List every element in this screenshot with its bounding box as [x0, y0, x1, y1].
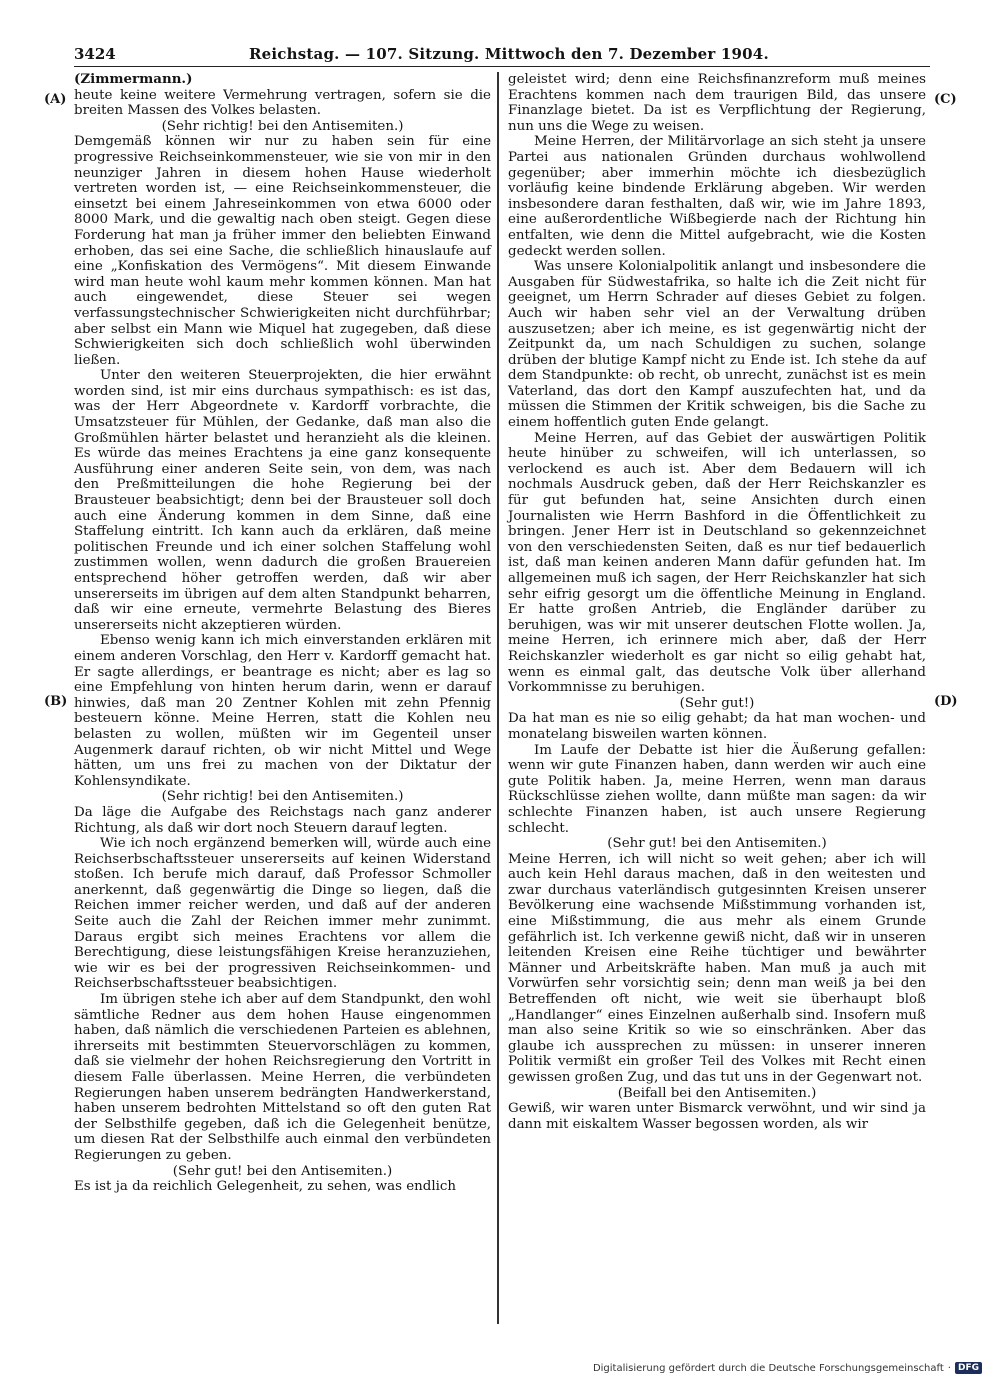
- paragraph: heute keine weitere Vermehrung vertragen, sofern sie die breiten Massen des Volkes belasten.: [74, 87, 491, 119]
- paragraph: Unter den weiteren Steuerprojekten, die hier erwähnt worden sind, ist mir eins durchaus sympathisch: es ist das, was der Herr Abgeordnete v. Kardorff vorbrachte, die Umsatzsteuer für Mühlen, der Gedanke, daß man also die Großmühlen härter belastet und heranzieht als die kleinen. Es würde das meines Erachtens ja eine ganz konsequente Ausführung einer anderen Seite sein, von dem, was nach den Preßmitteilungen die hohe Regierung bei der Brausteuer beabsichtigt; denn bei der Brausteuer soll doch auch eine Änderung kommen in dem Sinne, daß eine Staffelung eintritt. Ich kann auch da erklären, daß meine politischen Freunde und ich einer solchen Staffelung wohl zustimmen wollen, wenn dadurch die großen Brauereien entsprechend höher getroffen werden, daß wir aber unsererseits im übrigen auf dem alten Standpunkt beharren, daß wir eine erneute, vermehrte Belastung des Bieres unsererseits nicht akzeptieren würden.: [74, 368, 491, 633]
- margin-marker-b: (B): [44, 694, 68, 709]
- paragraph: Was unsere Kolonialpolitik anlangt und insbesondere die Ausgaben für Südwestafrika, so halte ich die Zeit nicht für geeignet, um Herrn Schrader auf dieses Gebiet zu folgen. Auch wir haben sehr viel an der Verwaltung drüben auszusetzen; aber ich meine, es ist gegenwärtig nicht der Zeitpunkt da, um nach Schuldigen zu suchen, solange drüben der blutige Kampf nicht zu Ende ist. Ich stehe da auf dem Standpunkte: ob recht, ob unrecht, zunächst ist es mein Vaterland, das dort den Kampf auszufechten hat, und da müssen die Stimmen der Kritik schweigen, bis die Sache zu einem hoffentlich guten Ende gelangt.: [508, 259, 926, 431]
- paragraph: Meine Herren, der Militärvorlage an sich steht ja unsere Partei aus nationalen Gründen durchaus wohlwollend gegenüber; aber immerhin möchte ich diesbezüglich vorläufig keine bindende Erklärung abgeben. Wir werden insbesondere daran festhalten, daß wir, wie im Jahre 1893, eine außerordentliche Wißbegierde nach der Richtung hin entfalten, wie denn die Mittel aufgebracht, wie die Kosten gedeckt werden sollen.: [508, 134, 926, 259]
- paragraph: Wie ich noch ergänzend bemerken will, würde auch eine Reichserbschaftssteuer unsererseits auf keinen Widerstand stoßen. Ich berufe mich darauf, daß Professor Schmoller anerkennt, daß gegenwärtig die Dinge so liegen, daß die Reichen immer reicher werden, und daß auf der anderen Seite auch die Zahl der Reichen immer mehr zunimmt. Daraus ergibt sich meines Erachtens vor allem die Berechtigung, diese leistungsfähigen Kreise heranzuziehen, wie wir es bei der progressiven Reichseinkommen- und Reichserbschaftssteuer beabsichtigen.: [74, 836, 491, 992]
- dfg-logo: DFG: [955, 1362, 982, 1374]
- margin-marker-a: (A): [44, 92, 67, 107]
- paragraph: Gewiß, wir waren unter Bismarck verwöhnt, und wir sind ja dann mit eiskaltem Wasser begossen worden, als wir: [508, 1101, 926, 1132]
- paragraph: Da läge die Aufgabe des Reichstags nach ganz anderer Richtung, als daß wir dort noch Steuern darauf legten.: [74, 804, 491, 836]
- page-number: 3424: [74, 45, 116, 63]
- paragraph: Da hat man es nie so eilig gehabt; da hat man wochen- und monatelang bisweilen warten können.: [508, 711, 926, 742]
- paragraph: Meine Herren, ich will nicht so weit gehen; aber ich will auch kein Hehl daraus machen, daß in den weitesten und zwar durchaus vaterländisch gutgesinnten Kreisen unserer Bevölkerung eine wachsende Mißstimmung vorhanden ist, eine Mißstimmung, die aus mehr als einem Grunde gefährlich ist. Ich verkenne gewiß nicht, daß wir in unseren leitenden Kreisen eine Reihe tüchtiger und bewährter Männer und Arbeitskräfte haben. Man muß ja auch mit Vorwürfen sehr vorsichtig sein; denn man weiß ja bei den Betreffenden oft nicht, wie weit sie überhaupt bloß „Handlanger“ eines Einzelnen außerhalb sind. Insofern muß man also seine Kritik so wie so einschränken. Aber das glaube ich aussprechen zu müssen: in unserer inneren Politik vermißt ein großer Teil des Volkes mit Recht einen gewissen großen Zug, und das tut uns in der Gegenwart not.: [508, 851, 926, 1085]
- left-column: [74, 72, 491, 1195]
- page-header: [74, 44, 930, 67]
- speaker-name: (Zimmermann.): [74, 71, 193, 87]
- paragraph: Demgemäß können wir nur zu haben sein für eine progressive Reichseinkommensteuer, wie sie von mir in den neunziger Jahren in diesem hohen Hause wiederholt vertreten worden ist, — eine Reichseinkommensteuer, die einsetzt bei einem Jahreseinkommen von etwa 6000 oder 8000 Mark, und die gewaltig nach oben steigt. Gegen diese Forderung hat man ja früher immer den beliebten Einwand erhoben, das sei eine Sache, die schließlich hinauslaufe auf eine „Konfiskation des Vermögens“. Mit diesem Einwande wird man heute wohl kaum mehr kommen können. Man hat auch eingewendet, diese Steuer sei wegen verfassungstechnischer Schwierigkeiten nicht durchführbar; aber selbst ein Mann wie Miquel hat zugegeben, daß diese Schwierigkeiten sich doch schließlich wohl überwinden ließen.: [74, 134, 491, 368]
- right-column: [508, 72, 926, 1132]
- interjection: (Sehr gut!): [679, 695, 755, 711]
- paragraph: geleistet wird; denn eine Reichsfinanzreform muß meines Erachtens kommen nach dem traurigen Bild, das unsere Finanzlage bietet. Da ist es Verpflichtung der Regierung, nun uns die Wege zu weisen.: [508, 72, 926, 134]
- interjection: (Beifall bei den Antisemiten.): [617, 1085, 817, 1101]
- footer-credit: Digitalisierung gefördert durch die Deutsche Forschungsgemeinschaft: [592, 1362, 944, 1374]
- running-head: Reichstag. — 107. Sitzung. Mittwoch den 7. Dezember 1904.: [249, 45, 769, 63]
- interjection: (Sehr gut! bei den Antisemiten.): [607, 836, 827, 852]
- paragraph: Es ist ja da reichlich Gelegenheit, zu sehen, was endlich: [74, 1179, 457, 1195]
- interjection: (Sehr gut! bei den Antisemiten.): [172, 1163, 393, 1179]
- paragraph: Meine Herren, auf das Gebiet der auswärtigen Politik heute hinüber zu schweifen, will ich unterlassen, so verlockend es auch ist. Aber dem Bedauern will ich nochmals Ausdruck geben, daß der Herr Reichskanzler es für gut befunden hat, seine Ansichten durch einen Journalisten wie Herrn Bashford in die Öffentlichkeit zu bringen. Jener Herr ist in Deutschland so gekennzeichnet von den verschiedensten Seiten, daß es nur tief bedauerlich ist, daß man keinen anderen Mann dafür gefunden hat. Im allgemeinen muß ich sagen, der Herr Reichskanzler hat sich sehr eifrig gesorgt um die öffentliche Meinung in England. Er hatte großen Antrieb, die Engländer darüber zu beruhigen, was wir mit unserer deutschen Flotte wollen. Ja, meine Herren, ich erinnere mich aber, daß der Herr Reichskanzler wiederholt es gar nicht so eilig gehabt hat, wenn es einmal galt, das deutsche Volk über allerhand Vorkommnisse zu beruhigen.: [508, 430, 926, 696]
- interjection: (Sehr richtig! bei den Antisemiten.): [161, 789, 404, 805]
- paragraph: Im Laufe der Debatte ist hier die Äußerung gefallen: wenn wir gute Finanzen haben, dann werden wir auch eine gute Politik haben. Ja, meine Herren, wenn man daraus Rückschlüsse ziehen wollte, dann müßte man sagen: da wir schlechte Finanzen haben, ist auch unsere Regierung schlecht.: [508, 742, 926, 836]
- margin-marker-c: (C): [934, 92, 957, 107]
- paragraph: Ebenso wenig kann ich mich einverstanden erklären mit einem anderen Vorschlag, den Herr v. Kardorff gemacht hat. Er sagte allerdings, er beantrage es nicht; aber es lag so eine Empfehlung von hinten herum darin, wenn er darauf hinwies, daß man 20 Zentner Kohlen mit zehn Pfennig besteuern könne. Meine Herren, statt die Kohlen neu belasten zu wollen, müßten wir im Gegenteil unser Augenmerk darauf richten, ob wir nicht Mittel und Wege hätten, um uns frei zu machen von der Diktatur der Kohlensyndikate.: [74, 633, 491, 789]
- column-divider: [497, 72, 499, 1324]
- digitization-footer: Digitalisierung gefördert durch die Deutsche Forschungsgemeinschaft · DFG: [593, 1362, 982, 1374]
- margin-marker-d: (D): [934, 694, 958, 709]
- paragraph: Im übrigen stehe ich aber auf dem Standpunkt, den wohl sämtliche Redner aus dem hohen Hause eingenommen haben, daß nämlich die verschiedenen Parteien es ablehnen, ihrerseits mit bestimmten Steuervorschlägen zu kommen, daß sie vielmehr der hohen Reichsregierung den Vortritt in diesem Falle überlassen. Meine Herren, die verbündeten Regierungen haben unserem bedrängten Handwerkerstand, haben unserem bedrohten Mittelstand so oft den guten Rat der Selbsthilfe gegeben, daß ich die Gelegenheit benütze, um diesen Rat der Selbsthilfe auch einmal den verbündeten Regierungen zu geben.: [74, 992, 491, 1163]
- interjection: (Sehr richtig! bei den Antisemiten.): [161, 118, 404, 134]
